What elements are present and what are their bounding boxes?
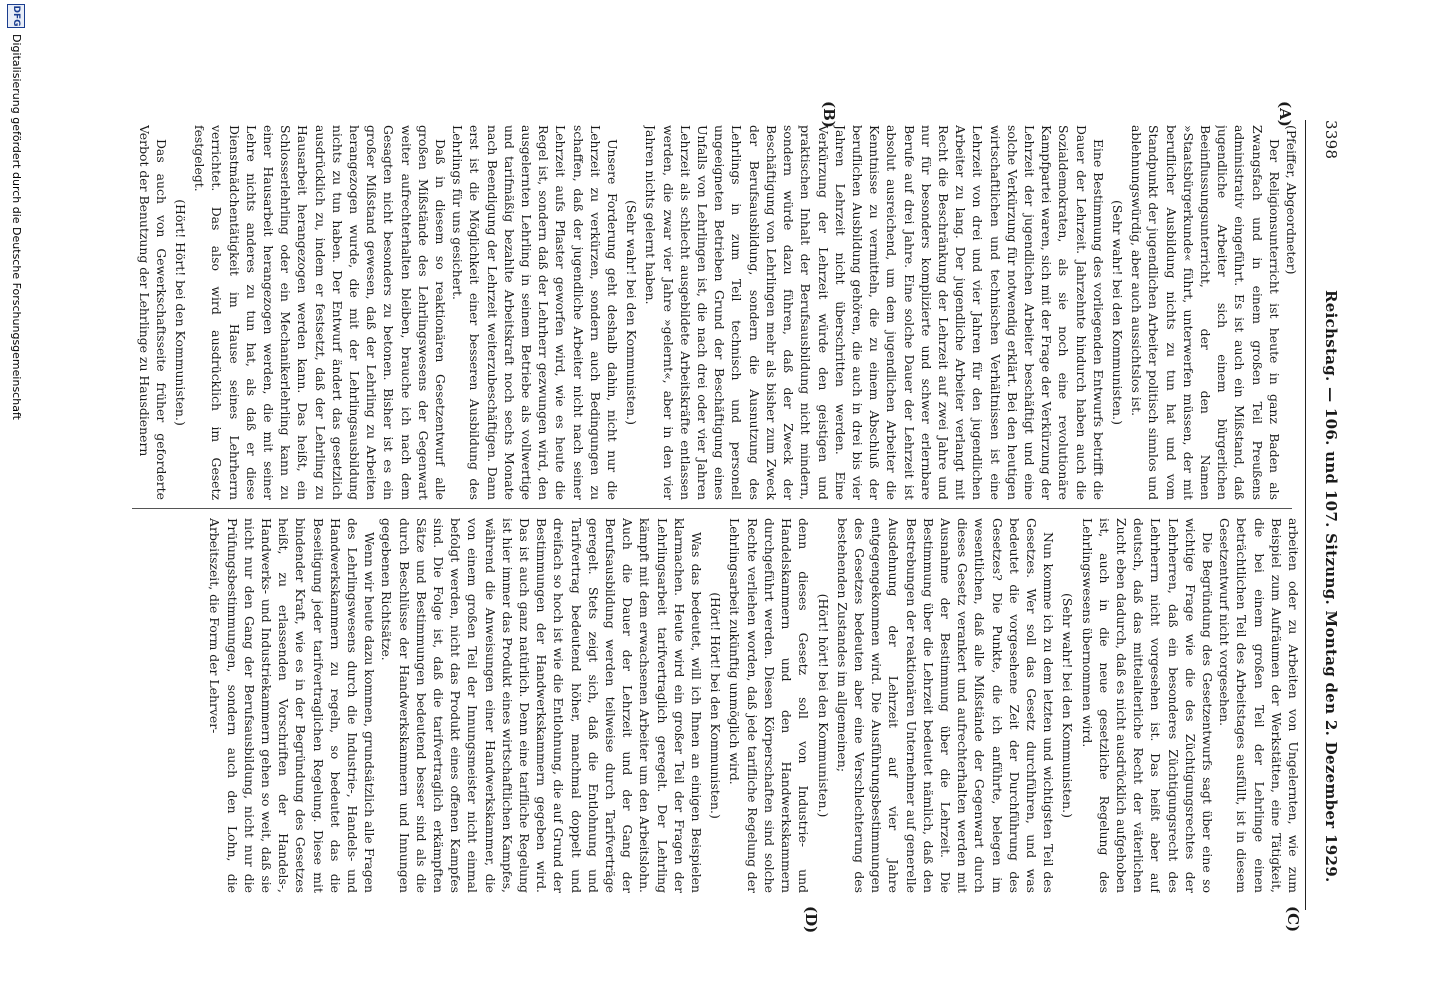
header-rule bbox=[1305, 120, 1306, 910]
text-column-right bbox=[124, 518, 1302, 893]
interjection: (Hört! hört! bei den Kommunisten.) bbox=[815, 593, 831, 818]
margin-marker-a: (A) bbox=[1276, 101, 1294, 127]
interjection: (Sehr wahr! bei den Kommunisten.) bbox=[1060, 593, 1076, 818]
paragraph: Daß in diesem so reaktionären Gesetzentwurf alle großen Mißstände des Lehrlingswesens der Gegenwart weiter aufrechterhalten bleiben, brauche ich nach dem Gesagten nicht besonders zu betonen. Bisher ist es ein großer Mißstand gewesen, daß der Lehrling zu Arbeiten herangezogen wurde, die mit der Lehrlingsausbildung nichts zu tun haben. Der Entwurf ändert das gesetzlich ausdrücklich zu, indem er festsetzt, daß der Lehrling zu Hausarbeit herangezogen werden kann. Das heißt, ein Schlosserlehrling oder ein Mechanikerlehrling kann zu einer Hausarbeit herangezogen werden, die mit seiner Lehre nichts anderes zu tun hat, als daß er diese Dienstmädchentätigkeit im Hause seines Lehrherrn verrichtet. Das also wird ausdrücklich im Gesetz festgelegt. bbox=[192, 125, 449, 500]
digitization-footer bbox=[3, 0, 29, 1000]
margin-marker-d: (D) bbox=[802, 906, 820, 934]
paragraph: Unsere Forderung geht deshalb dahin, nicht nur die Lehrzeit zu verkürzen, sondern auch Bedingungen zu schaffen, daß der jugendliche Arbeiter nicht nach seiner Lehrzeit aufs Pflaster geworfen wird, wie es heute die Regel ist, sondern daß der Lehrherr gezwungen wird, den ausgelernten Lehrling in seinem Betriebe als vollwertige und tarifmäßig bezahlte Arbeitskraft noch sechs Monate nach Beendigung der Lehrzeit weiterzubeschäftigen. Dann erst ist die Möglichkeit einer besseren Ausbildung des Lehrlings für uns gesichert. bbox=[450, 125, 621, 500]
paragraph: Wenn wir heute dazu kommen, grundsätzlich alle Fragen des Lehrlingswesens durch die Industrie-, Handels- und Handwerkskammern zu regeln, so bedeutet das die Beseitigung jeder tarifvertraglichen Regelung. Diese mit bindender Kraft, wie es in der Begründung des Gesetzes heißt, zu erlassenden Vorschriften der Handels-, Handwerks- und Industriekammern gehen so weit, daß sie nicht nur den Gang der Berufsausbildung, nicht nur die Prüfungsbestimmungen, sondern auch den Lohn, die Arbeitszeit, die Form der Lehrver- bbox=[207, 518, 378, 893]
paragraph: denn dieses Gesetz soll von Industrie- und Handelskammern und den Handwerkskammern durchgeführt werden. Diesen Körperschaften sind solche Rechte verliehen worden, daß jede tarifliche Regelung der Lehrlingsarbeit zukünftig unmöglich wird. bbox=[727, 518, 812, 893]
page-number: 3398 bbox=[1322, 120, 1340, 160]
column-divider bbox=[132, 508, 1292, 509]
margin-marker-c: (C) bbox=[1284, 906, 1302, 933]
paragraph: Der Religionsunterricht ist heute in ganz Baden als Zwangsfach und in einem großen Teil Preußens administrativ eingeführt. Es ist auch ein Mißstand, daß jugendliche Arbeiter sich einem bürgerlichen Beeinflussungsunterricht, der den Namen »Staatsbürgerkunde« führt, unterwerfen müssen, der mit beruflicher Ausbildung nichts zu tun hat und vom Standpunkt der jugendlichen Arbeiter politisch sinnlos und ablehnungswürdig, aber auch aussichtslos ist. bbox=[1129, 125, 1282, 500]
paragraph: Das auch von Gewerkschaftsseite früher geforderte Verbot der Benutzung der Lehrlinge zu Hausdienern bbox=[136, 125, 169, 500]
speaker-label: (Pfeiffer, Abgeordneter) bbox=[1284, 125, 1299, 275]
interjection: (Sehr wahr! bei den Kommunisten.) bbox=[1109, 200, 1125, 425]
dfg-logo: DFG bbox=[7, 4, 25, 28]
digitization-note: Digitalisierung gefördert durch die Deutsche Forschungsgemeinschaft bbox=[10, 34, 23, 420]
running-title: Reichstag. — 106. und 107. Sitzung. Montag den 2. Dezember 1929. bbox=[1322, 290, 1340, 883]
paragraph: Die Begründung des Gesetzentwurfs sagt über eine so wichtige Frage wie die des Züchtigungsrechtes der Lehrherren, daß ein besonderes Züchtigungsrecht des Lehrherrn nicht vorgesehen ist. Das heißt aber auf deutsch, daß das mittelalterliche Recht der väterlichen Zucht eben dadurch, daß es nicht ausdrücklich aufgehoben ist, auch in die neue gesetzliche Regelung des Lehrlingswesens übernommen wird. bbox=[1079, 518, 1215, 893]
page-header bbox=[1312, 120, 1342, 910]
text-column-left bbox=[124, 125, 1302, 500]
interjection: (Sehr wahr! bei den Kommunisten.) bbox=[624, 200, 640, 425]
margin-marker-b: (B) bbox=[820, 101, 838, 128]
paragraph: Was das bedeutet, will ich Ihnen an einigen Beispielen klarmachen. Heute wird ein großer Teil der Fragen der Lehrlingsarbeit tarifvertraglich geregelt. Der Lehrling kämpft mit dem erwachsenen Arbeiter um den Arbeitslohn. Auch die Dauer der Lehrzeit und der Gang der Berufsausbildung werden teilweise durch Tarifverträge geregelt. Stets zeigt sich, daß die Entlohnung und Tarifvertrag bedeutend höher, manchmal doppelt und dreifach so hoch ist wie die Entlohnung, die auf Grund der Bestimmungen der Handwerkskammern gegeben wird. Das ist auch ganz natürlich. Denn eine tarifliche Regelung ist hier immer das Produkt eines wirtschaftlichen Kampfes, während die Anweisungen einer Handwerkskammer, die von einem großen Teil der Innungsmeister nicht einmal befolgt werden, nicht das Produkt eines offenen Kampfes sind. Die Folge ist, daß die tarifvertraglich erkämpften Sätze und Bestimmungen bedeutend besser sind als die durch Beschlüsse der Handwerkskammern und Innungen gegebenen Richtsätze. bbox=[379, 518, 705, 893]
paragraph: Nun komme ich zu dem letzten und wichtigsten Teil des Gesetzes. Wer soll das Gesetz durchführen, und was bedeutet die vorgesehene Zeit der Durchführung des Gesetzes? Die Punkte, die ich anführte, belegen im wesentlichen, daß alle Mißstände der Gegenwart durch dieses Gesetz verankert und aufrechterhalten werden mit Ausnahme der Bestimmung über die Lehrzeit. Die Bestimmung über die Lehrzeit bedeutet nämlich, daß den Bestrebungen der reaktionären Unternehmer auf generelle Ausdehnung der Lehrzeit auf vier Jahre entgegengekommen wird. Die Ausführungsbestimmungen des Gesetzes bedeuten aber eine Verschlechterung des bestehenden Zustandes im allgemeinen; bbox=[834, 518, 1057, 893]
interjection: (Hört! Hört! bei den Kommunisten.) bbox=[708, 592, 724, 819]
paragraph: arbeiten oder zu Arbeiten von Ungelernten, wie zum Beispiel zum Aufräumen der Werkstätten, eine Tätigkeit, die bei einem großen Teil der Lehrlinge einen beträchtlichen Teil des Arbeitstages ausfüllt, ist in diesem Gesetzentwurf nicht vorgesehen. bbox=[1217, 518, 1301, 893]
interjection: (Hört! Hört! bei den Kommunisten.) bbox=[173, 199, 188, 426]
paragraph: Eine Bestimmung des vorliegenden Entwurfs betrifft die Dauer der Lehrzeit. Jahrzehnte hindurch haben auch die Sozialdemokraten, als sie noch eine revolutionäre Kampfpartei waren, sich mit der Frage der Verkürzung der Lehrzeit der jugendlichen Arbeiter beschäftigt und eine solche Verkürzung für notwendig erklärt. Bei den heutigen wirtschaftlichen und technischen Verhältnissen ist eine Lehrzeit von drei und vier Jahren für den jugendlichen Arbeiter zu lang. Der jugendliche Arbeiter verlangt mit Recht die Beschränkung der Lehrzeit auf zwei Jahre und nur für besonders komplizierte und schwer erlernbare Berufe auf drei Jahre. Eine solche Dauer der Lehrzeit ist absolut ausreichend, um dem jugendlichen Arbeiter die Kenntnisse zu vermitteln, die zu einem Abschluß der beruflichen Ausbildung gehören, die auch in drei bis vier Jahren Lehrzeit nicht überschritten werden. Eine Verkürzung der Lehrzeit würde den geistigen und praktischen Inhalt der Berufsausbildung nicht mindern, sondern würde dazu führen, daß der Zweck der Beschäftigung von Lehrlingen mehr als bisher zum Zweck der Berufsausbildung, sondern die Ausnutzung des Lehrlings in zum Teil technisch und personell ungeeigneten Betrieben Grund der Beschäftigung eines Unfalls von Lehrlingen ist, die nach drei oder vier Jahren Lehrzeit als schlecht ausgebildete Arbeitskräfte entlassen werden, die zwar vier Jahre »gelernt«, aber in den vier Jahren nichts gelernt haben. bbox=[643, 125, 1106, 500]
